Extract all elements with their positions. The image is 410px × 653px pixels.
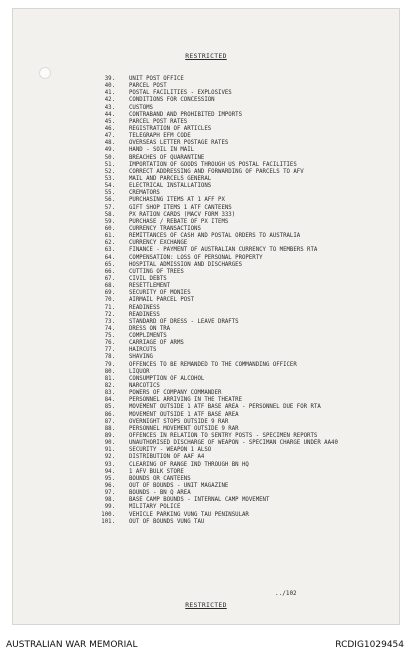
item-title: CURRENCY TRANSACTIONS (129, 225, 201, 232)
item-number: 59. (104, 218, 115, 225)
list-item (77, 483, 338, 490)
item-number: 53. (104, 175, 115, 182)
list-item (77, 183, 338, 190)
item-number: 74. (104, 325, 115, 332)
item-title: REMITTANCES OF CASH AND POSTAL ORDERS TO AUSTRALIA (129, 233, 301, 240)
list-item (77, 147, 338, 154)
list-item (77, 112, 338, 119)
item-number: 90. (104, 440, 115, 447)
item-list (77, 76, 338, 526)
list-item (77, 90, 338, 97)
item-number: 83. (104, 390, 115, 397)
item-number: 101. (101, 518, 115, 525)
item-title: NARCOTICS (129, 383, 160, 390)
item-number: 78. (104, 354, 115, 361)
item-number: 95. (104, 475, 115, 482)
item-title: MAIL AND PARCELS GENERAL (129, 175, 212, 182)
list-item (77, 404, 338, 411)
list-item (77, 312, 338, 319)
list-item (77, 162, 338, 169)
item-number: 58. (104, 211, 115, 218)
record-id: RCDIG1029454 (335, 640, 404, 650)
item-number: 62. (104, 240, 115, 247)
item-title: CONDITIONS FOR CONCESSION (129, 97, 215, 104)
item-title: GIFT SHOP ITEMS 1 ATF CANTEENS (129, 204, 232, 211)
list-item (77, 269, 338, 276)
item-number: 48. (104, 140, 115, 147)
item-title: DISTRIBUTION OF AAF A4 (129, 454, 205, 461)
item-number: 52. (104, 168, 115, 175)
item-title: CLEARING OF RANGE IND THROUGH BN HQ (129, 461, 249, 468)
item-number: 91. (104, 447, 115, 454)
item-number: 97. (104, 490, 115, 497)
item-number: 40. (104, 83, 115, 90)
item-number: 67. (104, 275, 115, 282)
item-number: 73. (104, 318, 115, 325)
item-number: 96. (104, 483, 115, 490)
list-item (77, 354, 338, 361)
list-item (77, 276, 338, 283)
item-title: OVERNIGHT STOPS OUTSIDE 9 RAR (129, 418, 229, 425)
list-item (77, 105, 338, 112)
item-number: 64. (104, 254, 115, 261)
item-title: CONTRABAND AND PROHIBITED IMPORTS (129, 111, 242, 118)
archive-name: AUSTRALIAN WAR MEMORIAL (6, 640, 138, 650)
item-title: IMPORTATION OF GOODS THROUGH US POSTAL FACILITIES (129, 161, 297, 168)
punch-hole (39, 67, 51, 79)
item-number: 84. (104, 397, 115, 404)
item-title: OFFENCES IN RELATION TO SENTRY POSTS - SPECIMEN REPORTS (129, 433, 318, 440)
item-title: PURCHASE / REBATE OF PX ITEMS (129, 218, 229, 225)
list-item (77, 169, 338, 176)
item-number: 89. (104, 433, 115, 440)
item-title: CUSTOMS (129, 104, 153, 111)
item-title: ELECTRICAL INSTALLATIONS (129, 183, 212, 190)
item-number: 93. (104, 461, 115, 468)
item-number: 88. (104, 425, 115, 432)
item-title: SECURITY - WEAPON 1 ALSO (129, 447, 212, 454)
item-number: 80. (104, 368, 115, 375)
item-number: 100. (101, 511, 115, 518)
item-number: 54. (104, 183, 115, 190)
item-number: 47. (104, 133, 115, 140)
item-number: 63. (104, 247, 115, 254)
list-item (77, 397, 338, 404)
item-title: CORRECT ADDRESSING AND FORWARDING OF PARCELS TO AFV (129, 168, 304, 175)
list-item (77, 233, 338, 240)
item-title: COMPENSATION: LOSS OF PERSONAL PROPERTY (129, 254, 263, 261)
item-number: 98. (104, 497, 115, 504)
list-item (77, 497, 338, 504)
item-number: 49. (104, 147, 115, 154)
item-number: 69. (104, 290, 115, 297)
item-title: BASE CAMP BOUNDS - INTERNAL CAMP MOVEMENT (129, 497, 270, 504)
item-number: 56. (104, 197, 115, 204)
list-item (77, 512, 338, 519)
item-title: HAND - SOIL IN MAIL (129, 147, 195, 154)
item-title: POWERS OF COMPANY COMMANDER (129, 390, 222, 397)
page-continuation: ../102 (275, 590, 297, 597)
item-number: 85. (104, 404, 115, 411)
item-title: MILITARY POLICE (129, 504, 181, 511)
item-number: 82. (104, 383, 115, 390)
item-title: PX RATION CARDS (MACV FORM 333) (129, 211, 236, 218)
item-number: 41. (104, 90, 115, 97)
item-title: AIRMAIL PARCEL POST (129, 297, 195, 304)
item-title: 1 AFV BULK STORE (129, 468, 184, 475)
item-title: MOVEMENT OUTSIDE 1 ATF BASE AREA (129, 411, 239, 418)
item-title: POSTAL FACILITIES - EXPLOSIVES (129, 90, 232, 97)
list-item (77, 390, 338, 397)
item-number: 86. (104, 411, 115, 418)
list-item (77, 219, 338, 226)
item-title: SHAVING (129, 354, 153, 361)
list-item (77, 426, 338, 433)
list-item (77, 440, 338, 447)
item-title: BOUNDS OR CANTEENS (129, 475, 191, 482)
item-title: UNAUTHORISED DISCHARGE OF WEAPON - SPECIMAN CHARGE UNDER AA40 (129, 440, 338, 447)
list-item (77, 262, 338, 269)
item-title: READINESS (129, 304, 160, 311)
item-number: 99. (104, 504, 115, 511)
list-item (77, 297, 338, 304)
item-number: 44. (104, 111, 115, 118)
item-number: 75. (104, 333, 115, 340)
list-item (77, 176, 338, 183)
list-item (77, 419, 338, 426)
list-item (77, 97, 338, 104)
item-number: 50. (104, 154, 115, 161)
list-item (77, 83, 338, 90)
list-item (77, 462, 338, 469)
item-title: PERSONNEL ARRIVING IN THE THEATRE (129, 397, 242, 404)
list-item (77, 140, 338, 147)
list-item (77, 412, 338, 419)
item-title: OVERSEAS LETTER POSTAGE RATES (129, 140, 229, 147)
list-item (77, 119, 338, 126)
item-number: 70. (104, 297, 115, 304)
item-title: PERSONNEL MOVEMENT OUTSIDE 9 RAR (129, 425, 239, 432)
list-item (77, 490, 338, 497)
item-title: PARCEL POST RATES (129, 118, 188, 125)
list-item (77, 362, 338, 369)
classification-header: RESTRICTED (185, 52, 227, 60)
list-item (77, 383, 338, 390)
list-item (77, 190, 338, 197)
list-item (77, 476, 338, 483)
list-item (77, 340, 338, 347)
item-number: 77. (104, 347, 115, 354)
item-title: CARRIAGE OF ARMS (129, 340, 184, 347)
item-title: CONSUMPTION OF ALCOHOL (129, 375, 205, 382)
item-title: PURCHASING ITEMS AT 1 AFF PX (129, 197, 225, 204)
list-item (77, 255, 338, 262)
item-title: CREMATORS (129, 190, 160, 197)
list-item (77, 347, 338, 354)
item-title: RESETTLEMENT (129, 283, 171, 290)
list-item (77, 212, 338, 219)
item-title: COMPLIMENTS (129, 333, 167, 340)
list-item (77, 76, 338, 83)
item-title: MOVEMENT OUTSIDE 1 ATF BASE AREA - PERSONNEL DUE FOR RTA (129, 404, 321, 411)
list-item (77, 205, 338, 212)
item-number: 81. (104, 375, 115, 382)
item-number: 72. (104, 311, 115, 318)
item-number: 66. (104, 268, 115, 275)
list-item (77, 433, 338, 440)
item-number: 43. (104, 104, 115, 111)
list-item (77, 447, 338, 454)
list-item (77, 519, 338, 526)
list-item (77, 247, 338, 254)
item-title: CURRENCY EXCHANGE (129, 240, 188, 247)
item-number: 94. (104, 468, 115, 475)
item-title: LIQUOR (129, 368, 150, 375)
item-number: 79. (104, 361, 115, 368)
item-number: 55. (104, 190, 115, 197)
item-number: 51. (104, 161, 115, 168)
item-title: OUT OF BOUNDS - UNIT MAGAZINE (129, 483, 229, 490)
item-title: CUTTING OF TREES (129, 268, 184, 275)
classification-footer: RESTRICTED (185, 601, 227, 609)
list-item (77, 504, 338, 511)
item-title: STANDARD OF DRESS - LEAVE DRAFTS (129, 318, 239, 325)
document-page (12, 8, 400, 625)
item-number: 46. (104, 125, 115, 132)
list-item (77, 319, 338, 326)
list-item (77, 133, 338, 140)
item-number: 61. (104, 233, 115, 240)
item-number: 65. (104, 261, 115, 268)
item-title: VEHICLE PARKING VUNG TAU PENINSULAR (129, 511, 249, 518)
item-title: REGISTRATION OF ARTICLES (129, 125, 212, 132)
list-item (77, 283, 338, 290)
item-title: BOUNDS - BN Q AREA (129, 490, 191, 497)
item-title: SECURITY OF MONIES (129, 290, 191, 297)
item-number: 71. (104, 304, 115, 311)
item-title: BREACHES OF QUARANTINE (129, 154, 205, 161)
item-number: 42. (104, 97, 115, 104)
list-item (77, 369, 338, 376)
item-number: 45. (104, 118, 115, 125)
item-title: FINANCE - PAYMENT OF AUSTRALIAN CURRENCY TO MEMBERS RTA (129, 247, 318, 254)
list-item (77, 469, 338, 476)
list-item (77, 376, 338, 383)
item-number: 57. (104, 204, 115, 211)
item-number: 76. (104, 340, 115, 347)
list-item (77, 226, 338, 233)
item-title: DRESS ON TRA (129, 325, 171, 332)
item-title: PARCEL POST (129, 83, 167, 90)
item-title: HAIRCUTS (129, 347, 157, 354)
archive-footer (0, 632, 410, 653)
item-number: 39. (104, 76, 115, 82)
list-item (77, 240, 338, 247)
list-item (77, 326, 338, 333)
list-item (77, 155, 338, 162)
item-title: UNIT POST OFFICE (129, 76, 184, 82)
list-item (77, 197, 338, 204)
item-number: 68. (104, 283, 115, 290)
item-number: 60. (104, 225, 115, 232)
item-title: CIVIL DEBTS (129, 275, 167, 282)
item-title: OFFENCES TO BE REMANDED TO THE COMMANDING OFFICER (129, 361, 297, 368)
item-title: READINESS (129, 311, 160, 318)
item-title: HOSPITAL ADMISSION AND DISCHARGES (129, 261, 242, 268)
item-number: 87. (104, 418, 115, 425)
item-title: TELEGRAPH EFM CODE (129, 133, 191, 140)
list-item (77, 290, 338, 297)
list-item (77, 305, 338, 312)
item-number: 92. (104, 454, 115, 461)
list-item (77, 333, 338, 340)
list-item (77, 126, 338, 133)
item-title: OUT OF BOUNDS VUNG TAU (129, 518, 205, 525)
list-item (77, 454, 338, 461)
